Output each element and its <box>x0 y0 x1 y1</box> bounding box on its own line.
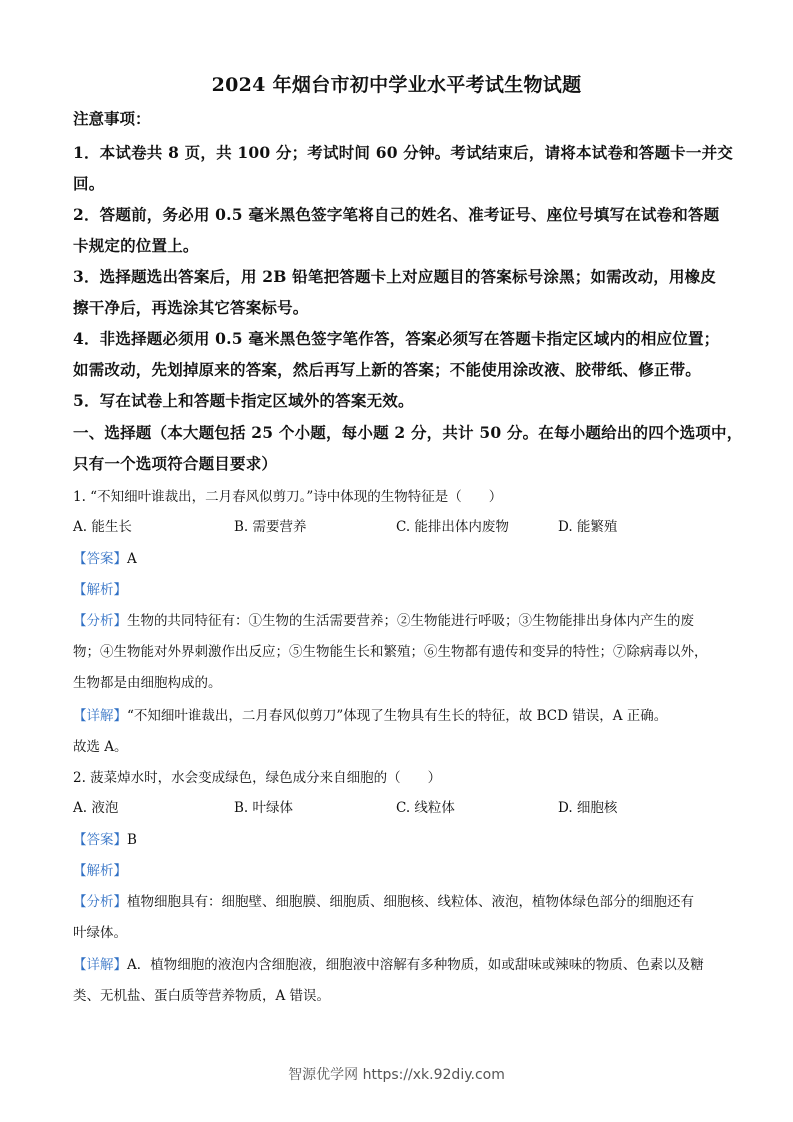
option-c: C. 能排出体内废物 <box>396 519 509 535</box>
detail-line <box>73 704 667 724</box>
fenxi-line: 叶绿体。 <box>73 925 127 941</box>
option-d: D. 能繁殖 <box>558 519 618 535</box>
detail-line <box>73 953 704 973</box>
detail-tag: 【详解】 <box>73 957 127 973</box>
fenxi-line <box>73 890 694 910</box>
option-a: A. 能生长 <box>73 519 132 535</box>
section-heading: 只有一个选项符合题目要求） <box>73 454 278 473</box>
answer-line <box>73 547 137 567</box>
notice-line: 4．非选择题必须用 0.5 毫米黑色签字笔作答，答案必须写在答题卡指定区域内的相应位置； <box>73 329 720 348</box>
option-d: D. 细胞核 <box>558 800 618 816</box>
detail-text: A．植物细胞的液泡内含细胞液，细胞液中溶解有多种物质，如或甜味或辣味的物质、色素以及糖 <box>127 957 704 973</box>
fenxi-text: 植物细胞具有：细胞壁、细胞膜、细胞质、细胞核、线粒体、液泡，植物体绿色部分的细胞还有 <box>127 894 694 910</box>
analysis-tag: 【解析】 <box>73 582 127 598</box>
question-stem: 1. “不知细叶谁裁出，二月春风似剪刀。”诗中体现的生物特征是（ ） <box>73 489 503 505</box>
fenxi-line <box>73 609 694 629</box>
question-stem: 2. 菠菜焯水时，水会变成绿色，绿色成分来自细胞的（ ） <box>73 770 442 786</box>
detail-text: “不知细叶谁裁出，二月春风似剪刀”体现了生物具有生长的特征，故 BCD 错误，A 正确。 <box>127 708 668 724</box>
notice-heading: 注意事项： <box>73 109 151 128</box>
answer-tag: 【答案】 <box>73 551 127 567</box>
conclusion-line: 故选 A。 <box>73 739 128 755</box>
section-heading: 一、选择题（本大题包括 25 个小题，每小题 2 分，共计 50 分。在每小题给出的四个选项中， <box>73 423 743 442</box>
detail-line: 类、无机盐、蛋白质等营养物质，A 错误。 <box>73 988 331 1004</box>
answer-line <box>73 828 137 848</box>
fenxi-tag: 【分析】 <box>73 894 127 910</box>
option-b: B. 需要营养 <box>234 519 307 535</box>
fenxi-line: 生物都是由细胞构成的。 <box>73 675 222 691</box>
fenxi-line: 物；④生物能对外界刺激作出反应；⑤生物能生长和繁殖；⑥生物都有遗传和变异的特性；⑦除病毒以外， <box>73 644 708 660</box>
notice-line: 回。 <box>73 174 105 193</box>
analysis-tag: 【解析】 <box>73 863 127 879</box>
answer-value: B <box>127 832 137 848</box>
footer-watermark: 智源优学网 https://xk.92diy.com <box>288 1067 505 1083</box>
option-b: B. 叶绿体 <box>234 800 294 816</box>
option-c: C. 线粒体 <box>396 800 455 816</box>
exam-title: 2024 年烟台市初中学业水平考试生物试题 <box>211 74 582 96</box>
option-a: A. 液泡 <box>73 800 119 816</box>
fenxi-tag: 【分析】 <box>73 613 127 629</box>
detail-tag: 【详解】 <box>73 708 127 724</box>
notice-line: 2．答题前，务必用 0.5 毫米黑色签字笔将自己的姓名、准考证号、座位号填写在试卷和答题 <box>73 205 720 224</box>
notice-line: 1．本试卷共 8 页，共 100 分；考试时间 60 分钟。考试结束后，请将本试卷和答题卡一并交 <box>73 143 733 162</box>
notice-line: 卡规定的位置上。 <box>73 236 199 255</box>
fenxi-text: 生物的共同特征有：①生物的生活需要营养；②生物能进行呼吸；③生物能排出身体内产生的废 <box>127 613 694 629</box>
notice-line: 3．选择题选出答案后，用 2B 铅笔把答题卡上对应题目的答案标号涂黑；如需改动，用橡皮 <box>73 267 717 286</box>
answer-tag: 【答案】 <box>73 832 127 848</box>
notice-line: 5．写在试卷上和答题卡指定区域外的答案无效。 <box>73 391 414 410</box>
notice-line: 如需改动，先划掉原来的答案，然后再写上新的答案；不能使用涂改液、胶带纸、修正带。 <box>73 360 702 379</box>
answer-value: A <box>127 551 137 567</box>
notice-line: 擦干净后，再选涂其它答案标号。 <box>73 298 309 317</box>
